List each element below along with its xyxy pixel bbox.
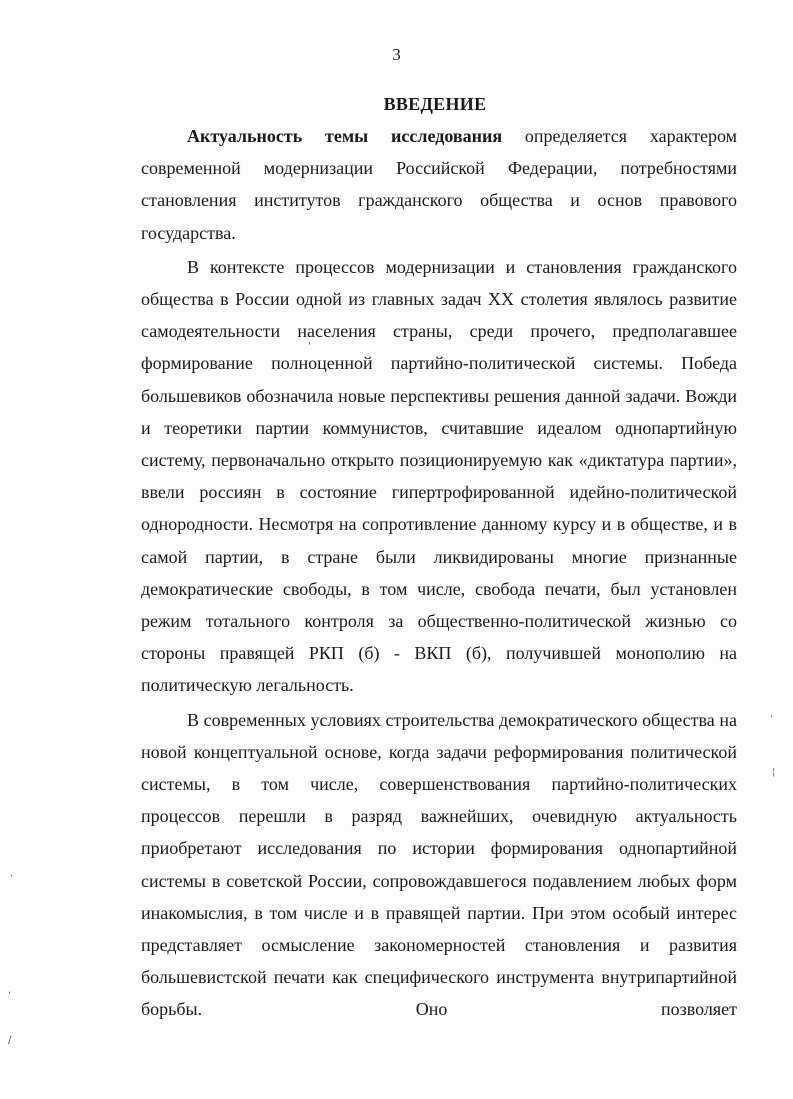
paragraph-2: В контексте процессов модернизации и становления гражданского общества в России одной из главных задач XX столетия являлось развитие самодеятельности населения страны, среди прочего, предполагавшее формирование полноценной партийно-политической системы. Победа большевиков обозначила новые перспективы решения данной задачи. Вожди и теоретики партии коммунистов, считавшие идеалом однопартийную систему, первоначально открыто позиционируемую как «диктатура партии», ввели россиян в состояние гипертрофированной идейно-политической однородности. Несмотря на сопротивление данному курсу и в обществе, и в самой партии, в стране были ликвидированы многие признанные демократические свободы, в том числе, свобода печати, был установлен режим тотального контроля за общественно-политической жизнью со стороны правящей РКП (б) - ВКП (б), получившей монополию на политическую легальность.: [141, 256, 737, 696]
page-number: 3: [392, 45, 401, 64]
scan-speck: ¦: [772, 767, 776, 778]
scan-speck: /: [8, 1035, 12, 1046]
paragraph-1-text: определяется характером современной модернизации Российской Федерации, потребностями становления институтов гражданского общества и основ правового государства.: [141, 126, 738, 243]
paragraph-3: В современных условиях строительства демократического общества на новой концептуальной основе, когда задачи реформирования политической системы, в том числе, совершенствования партийно-политических процессов перешли в разряд важнейших, очевидную актуальность приобретают исследования по истории формирования однопартийной системы в советской России, сопровождавшегося подавлением любых форм инакомыслия, в том числе и в правящей партии. При этом особый интерес представляет осмысление закономерностей становления и развития большевистской печати как специфического инструмента внутрипартийной борьбы. Оно позволяет: [141, 709, 737, 1020]
scan-speck: ': [308, 341, 311, 352]
paragraph-1: [141, 120, 737, 249]
body-text: [141, 120, 737, 1028]
scan-speck: ·: [770, 712, 774, 723]
paragraph-1-lead: Актуальность темы исследования: [187, 126, 503, 146]
section-heading: ВВЕДЕНИЕ: [383, 94, 487, 114]
scan-speck: ,: [8, 985, 12, 996]
scan-speck: ·: [10, 871, 14, 882]
